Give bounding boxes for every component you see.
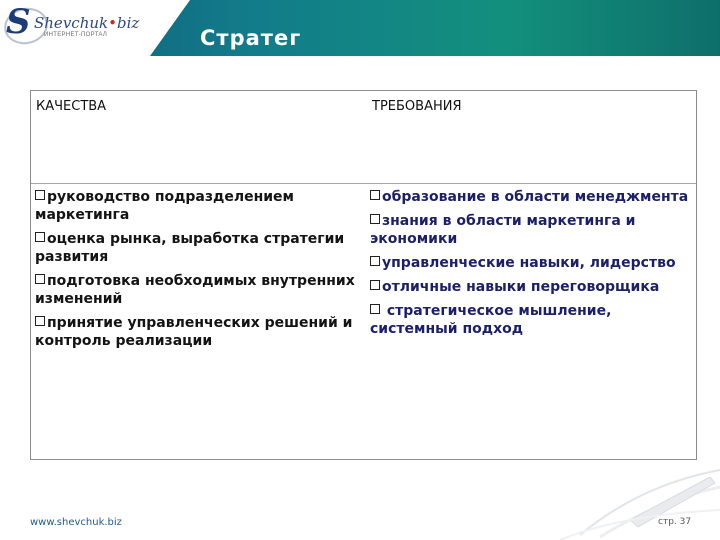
logo-subtitle: ИНТЕРНЕТ-ПОРТАЛ — [44, 32, 108, 38]
logo-wedge — [150, 0, 190, 56]
list-item — [370, 278, 690, 296]
qualities-list — [35, 188, 355, 356]
checkbox-bullet-icon — [35, 232, 45, 242]
logo-name: Shevchuk — [34, 14, 109, 32]
checkbox-bullet-icon — [370, 280, 380, 290]
checkbox-bullet-icon — [35, 274, 45, 284]
list-item — [35, 230, 355, 266]
header-bar — [0, 0, 720, 56]
logo-text — [34, 14, 139, 32]
logo-dot: • — [108, 14, 117, 32]
list-item-text: стратегическое мышление, системный подход — [370, 303, 612, 337]
list-item-text: отличные навыки переговорщика — [382, 279, 660, 295]
list-item-text: оценка рынка, выработка стратегии развития — [35, 231, 345, 265]
list-item — [35, 272, 355, 308]
table-header-row — [31, 91, 696, 184]
list-item-text: управленческие навыки, лидерство — [382, 255, 676, 271]
list-item-text: принятие управленческих решений и контроль реализации — [35, 315, 353, 349]
page-number: стр. 37 — [658, 517, 692, 527]
list-item-text: знания в области маркетинга и экономики — [370, 213, 636, 247]
logo-s-letter: S — [6, 2, 31, 42]
checkbox-bullet-icon — [370, 304, 380, 314]
qualities-header: КАЧЕСТВА — [36, 99, 107, 114]
checkbox-bullet-icon — [370, 214, 380, 224]
list-item-text: подготовка необходимых внутренних изменений — [35, 273, 355, 307]
list-item — [35, 314, 355, 350]
logo-suffix: biz — [116, 14, 140, 32]
list-item — [370, 212, 690, 248]
checkbox-bullet-icon — [35, 190, 45, 200]
list-item — [370, 302, 690, 338]
list-item — [370, 188, 690, 206]
requirements-list — [370, 188, 690, 344]
logo[interactable] — [0, 0, 150, 56]
requirements-header: ТРЕБОВАНИЯ — [372, 99, 462, 114]
list-item-text: руководство подразделением маркетинга — [35, 189, 294, 223]
slide-title: Стратег — [200, 26, 302, 50]
checkbox-bullet-icon — [370, 190, 380, 200]
list-item — [370, 254, 690, 272]
list-item-text: образование в области менеджмента — [382, 189, 689, 205]
checkbox-bullet-icon — [370, 256, 380, 266]
footer-url-link[interactable]: www.shevchuk.biz — [30, 517, 122, 528]
list-item — [35, 188, 355, 224]
pen-decoration-icon — [560, 465, 720, 540]
checkbox-bullet-icon — [35, 316, 45, 326]
comparison-table — [30, 90, 697, 460]
